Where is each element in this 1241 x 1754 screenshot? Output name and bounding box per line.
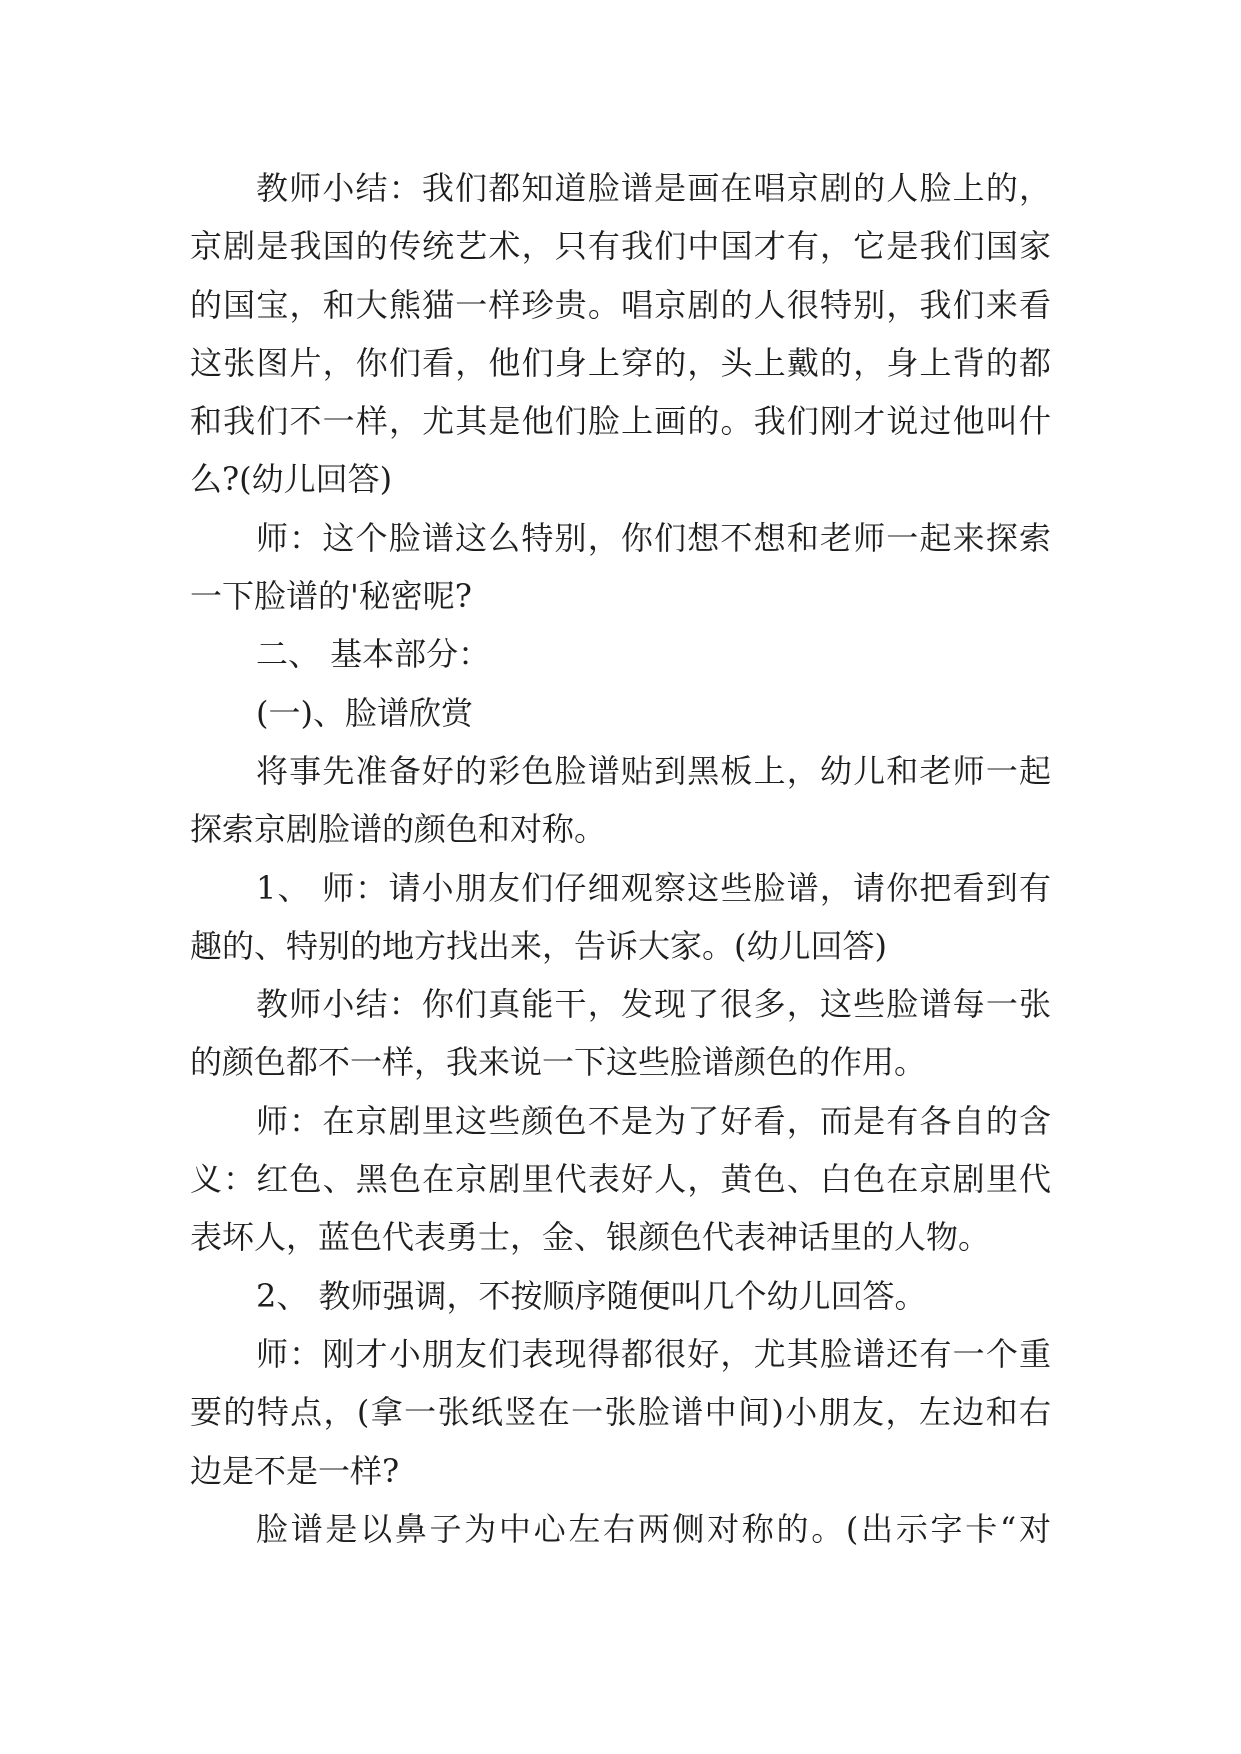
subsection-heading <box>190 684 1051 742</box>
text-line: 义：红色、黑色在京剧里代表好人，黄色、白色在京剧里代 <box>190 1160 1051 1199</box>
text-line: 这张图片，你们看，他们身上穿的，头上戴的，身上背的都 <box>190 343 1051 382</box>
text-line: 师：在京剧里这些颜色不是为了好看，而是有各自的含 <box>256 1101 1051 1140</box>
text-line: 教师小结：我们都知道脸谱是画在唱京剧的人脸上的， <box>256 169 1051 207</box>
paragraph <box>190 975 1051 1092</box>
paragraph <box>190 1092 1051 1267</box>
text-line: 脸谱是以鼻子为中心左右两侧对称的。(出示字卡“对 <box>256 1509 1051 1548</box>
paragraph <box>190 742 1051 859</box>
paragraph <box>190 159 1051 509</box>
text-line: 京剧是我国的传统艺术，只有我们中国才有，它是我们国家 <box>190 227 1051 266</box>
document-page <box>190 159 1051 1558</box>
text-line: (一)、脸谱欣赏 <box>256 693 473 732</box>
text-line: 1、 师：请小朋友们仔细观察这些脸谱，请你把看到有 <box>256 868 1051 907</box>
text-line: 师：刚才小朋友们表现得都很好，尤其脸谱还有一个重 <box>256 1334 1051 1373</box>
section-heading <box>190 625 1051 683</box>
text-line: 趣的、特别的地方找出来，告诉大家。(幼儿回答) <box>190 926 887 965</box>
text-line: 和我们不一样，尤其是他们脸上画的。我们刚才说过他叫什 <box>190 402 1051 441</box>
paragraph <box>190 1267 1051 1325</box>
text-line: 要的特点，(拿一张纸竖在一张脸谱中间)小朋友，左边和右 <box>190 1393 1051 1432</box>
paragraph <box>190 859 1051 976</box>
paragraph <box>190 1325 1051 1500</box>
text-line: 二、 基本部分： <box>256 635 491 674</box>
text-line: 么?(幼儿回答) <box>190 460 393 499</box>
paragraph <box>190 1500 1051 1558</box>
text-line: 师：这个脸谱这么特别，你们想不想和老师一起来探索 <box>256 518 1051 557</box>
paragraph <box>190 509 1051 626</box>
text-line: 表坏人，蓝色代表勇士，金、银颜色代表神话里的人物。 <box>190 1218 991 1257</box>
text-line: 边是不是一样? <box>190 1451 400 1490</box>
text-line: 的国宝，和大熊猫一样珍贵。唱京剧的人很特别，我们来看 <box>190 285 1051 324</box>
text-line: 一下脸谱的'秘密呢? <box>190 577 472 616</box>
text-line: 教师小结：你们真能干，发现了很多，这些脸谱每一张 <box>256 985 1051 1024</box>
text-line: 探索京剧脸谱的颜色和对称。 <box>190 810 607 849</box>
text-line: 2、 教师强调，不按顺序随便叫几个幼儿回答。 <box>256 1276 927 1315</box>
text-line: 的颜色都不一样，我来说一下这些脸谱颜色的作用。 <box>190 1043 927 1082</box>
text-line: 将事先准备好的彩色脸谱贴到黑板上，幼儿和老师一起 <box>256 751 1051 790</box>
